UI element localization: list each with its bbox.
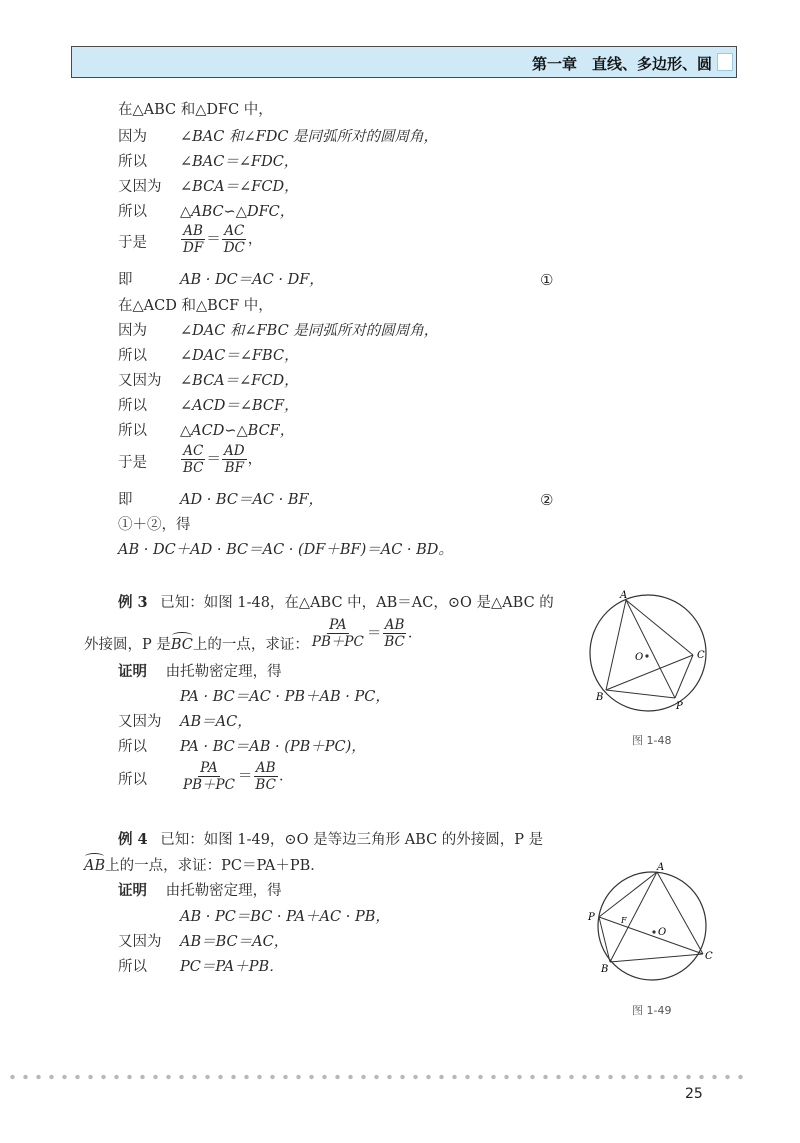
example4-statement-line-1 (118, 831, 543, 849)
figure-1-48 (580, 588, 720, 723)
fraction-numerator: AC (224, 223, 245, 239)
proof2-line-1: 在△ACD 和△BCF 中， (118, 298, 273, 314)
example3-text-3: PA · BC＝AB · (PB＋PC)， (180, 739, 366, 755)
proof2-line-2 (118, 322, 578, 340)
example3-line2-lead: 外接圆，P 是 (84, 636, 171, 653)
example3-line1-text: 已知：如图 1-48，在△ABC 中，AB＝AC，⊙O 是△ABC 的 (160, 595, 554, 611)
example4-line1-text: 已知：如图 1-49，⊙O 是等边三角形 ABC 的外接圆，P 是 (160, 832, 544, 848)
proof2-label-7: 于是 (118, 455, 147, 471)
punctuation: ， (247, 231, 263, 248)
example4-line2-text: 上的一点，求证：PC＝PA＋PB． (105, 858, 325, 874)
equals-sign: ＝ (237, 768, 253, 785)
example3-text-2: AB＝AC， (180, 714, 252, 730)
equation-marker-2: ② (540, 491, 554, 509)
proof2-text-4: ∠BCA＝∠FCD， (180, 373, 299, 389)
example3-proof-line (118, 663, 282, 681)
example4-equation-1: AB · PC＝BC · PA＋AC · PB， (180, 909, 390, 925)
fraction (222, 443, 247, 476)
arc-ab: AB (84, 858, 106, 874)
example3-label-2: 又因为 (118, 714, 162, 730)
fraction-numerator: AB (255, 760, 276, 776)
equation-marker-1: ① (540, 271, 554, 289)
example4-text-3: PC＝PA＋PB． (180, 959, 284, 975)
example3-line-3 (118, 738, 558, 756)
proof2-label-8: 即 (118, 492, 133, 508)
label-a: A (620, 590, 628, 601)
proof2-line-6 (118, 422, 578, 440)
proof1-label-7: 即 (118, 272, 133, 288)
circumcircle (590, 595, 706, 711)
fraction-numerator: AB (183, 223, 203, 239)
example3-proof-text: 由托勒密定理，得 (165, 664, 282, 680)
proof1-label-4: 又因为 (118, 179, 162, 195)
proof2-text-2: ∠DAC 和∠FBC 是同弧所对的圆周角， (180, 323, 439, 339)
proof2-label-2: 因为 (118, 323, 147, 339)
proof1-label-5: 所以 (118, 204, 147, 220)
proof2-text-5: ∠ACD＝∠BCF， (180, 398, 299, 414)
label-f: F (621, 916, 627, 925)
proof1-ratio-6 (180, 223, 262, 256)
fraction-numerator: AC (183, 443, 204, 459)
example3-title: 例 3 (118, 594, 148, 611)
example4-proof-line (118, 882, 282, 900)
fraction-denominator: DF (183, 240, 204, 256)
example4-proof-text: 由托勒密定理，得 (165, 883, 282, 899)
example4-label-3: 所以 (118, 959, 147, 975)
equals-sign: ＝ (366, 625, 382, 642)
circumcircle (598, 872, 706, 980)
center-point (645, 654, 648, 657)
figure-1-49 (580, 860, 720, 985)
proof2-label-6: 所以 (118, 423, 147, 439)
proof2-line-9: ①＋②，得 (118, 517, 191, 533)
fraction (382, 617, 407, 650)
proof1-label-3: 所以 (118, 154, 147, 170)
fraction (253, 760, 278, 793)
fraction (181, 443, 206, 476)
fraction-numerator: AD (224, 443, 245, 459)
fraction-denominator: PB＋PC (183, 777, 235, 793)
equals-sign: ＝ (206, 451, 222, 468)
example3-label-3: 所以 (118, 739, 147, 755)
proof1-line-3 (118, 153, 578, 171)
label-p: P (676, 701, 683, 712)
proof1-line-2 (118, 128, 578, 146)
proof2-line-8 (118, 491, 578, 509)
proof2-text-6: △ACD∽△BCF， (180, 423, 295, 439)
proof2-label-4: 又因为 (118, 373, 162, 389)
center-point (652, 930, 655, 933)
label-p: P (588, 912, 595, 923)
proof2-line-7 (118, 443, 578, 483)
label-b: B (596, 692, 604, 703)
example3-proof-label: 证明 (118, 663, 147, 680)
fraction (181, 760, 237, 793)
proof2-text-8: AD · BC＝AC · BF， (180, 492, 324, 508)
fraction (181, 223, 205, 256)
punctuation: ， (247, 451, 263, 468)
example3-line2-mid: 上的一点，求证： (192, 636, 309, 653)
fraction-numerator: PA (200, 760, 218, 776)
proof1-line-1: 在△ABC 和△DFC 中， (118, 102, 273, 118)
example3-label-4: 所以 (118, 772, 147, 788)
page-number: 25 (685, 1086, 703, 1102)
chapter-title: 第一章 直线、多边形、圆 (531, 55, 712, 73)
figure-1-48-caption: 图 1-48 (632, 734, 672, 747)
proof2-line-5 (118, 397, 578, 415)
punctuation: ． (278, 768, 294, 785)
example3-statement-line-1 (118, 594, 554, 612)
example4-label-2: 又因为 (118, 934, 162, 950)
example4-line-2 (118, 933, 558, 951)
punctuation: ． (407, 625, 423, 642)
proof1-text-7: AB · DC＝AC · DF， (180, 272, 324, 288)
proof2-ratio-7 (180, 443, 262, 476)
label-o: O (658, 927, 667, 938)
label-o: O (635, 652, 644, 663)
example4-proof-label: 证明 (118, 882, 147, 899)
triangle-lines (606, 600, 693, 698)
proof1-line-5 (118, 203, 578, 221)
chapter-header (71, 46, 737, 78)
fraction-denominator: BF (224, 460, 244, 476)
example3-ratio-4 (180, 760, 293, 793)
proof1-line-7 (118, 271, 578, 289)
example3-statement-line-2 (84, 617, 422, 657)
proof1-label-6: 于是 (118, 235, 147, 251)
label-b: B (601, 964, 609, 975)
proof2-label-5: 所以 (118, 398, 147, 414)
proof1-text-5: △ABC∽△DFC， (180, 204, 295, 220)
proof1-line-4 (118, 178, 578, 196)
footer-dotted-rule (6, 1074, 751, 1080)
label-a: A (657, 862, 665, 873)
equals-sign: ＝ (206, 231, 221, 248)
example4-text-2: AB＝BC＝AC， (180, 934, 289, 950)
proof2-line-10: AB · DC＋AD · BC＝AC · (DF＋BF)＝AC · BD。 (118, 542, 453, 558)
fraction-denominator: BC (255, 777, 276, 793)
fraction-numerator: PA (329, 617, 347, 633)
label-c: C (697, 650, 705, 661)
proof2-text-3: ∠DAC＝∠FBC， (180, 348, 299, 364)
example4-statement-line-2 (84, 857, 325, 875)
example4-line-3 (118, 958, 558, 976)
proof1-text-4: ∠BCA＝∠FCD， (180, 179, 299, 195)
fraction (222, 223, 247, 256)
example3-line-2 (118, 713, 558, 731)
proof1-label-2: 因为 (118, 129, 147, 145)
example4-title: 例 4 (118, 831, 148, 848)
fraction-numerator: AB (384, 617, 405, 633)
fraction-denominator: BC (384, 634, 405, 650)
proof1-line-6 (118, 223, 578, 263)
fraction (310, 617, 366, 650)
figure-1-49-caption: 图 1-49 (632, 1004, 672, 1017)
label-c: C (705, 951, 713, 962)
proof1-text-3: ∠BAC＝∠FDC， (180, 154, 299, 170)
proof2-line-3 (118, 347, 578, 365)
proof2-label-3: 所以 (118, 348, 147, 364)
header-corner-box (717, 53, 733, 71)
arc-bc: BC (170, 636, 193, 653)
fraction-denominator: BC (183, 460, 204, 476)
fraction-denominator: DC (223, 240, 245, 256)
proof1-text-2: ∠BAC 和∠FDC 是同弧所对的圆周角， (180, 129, 439, 145)
example3-equation-1: PA · BC＝AC · PB＋AB · PC， (180, 689, 390, 705)
fraction-denominator: PB＋PC (311, 634, 364, 650)
example3-line-4 (118, 760, 558, 800)
proof2-line-4 (118, 372, 578, 390)
